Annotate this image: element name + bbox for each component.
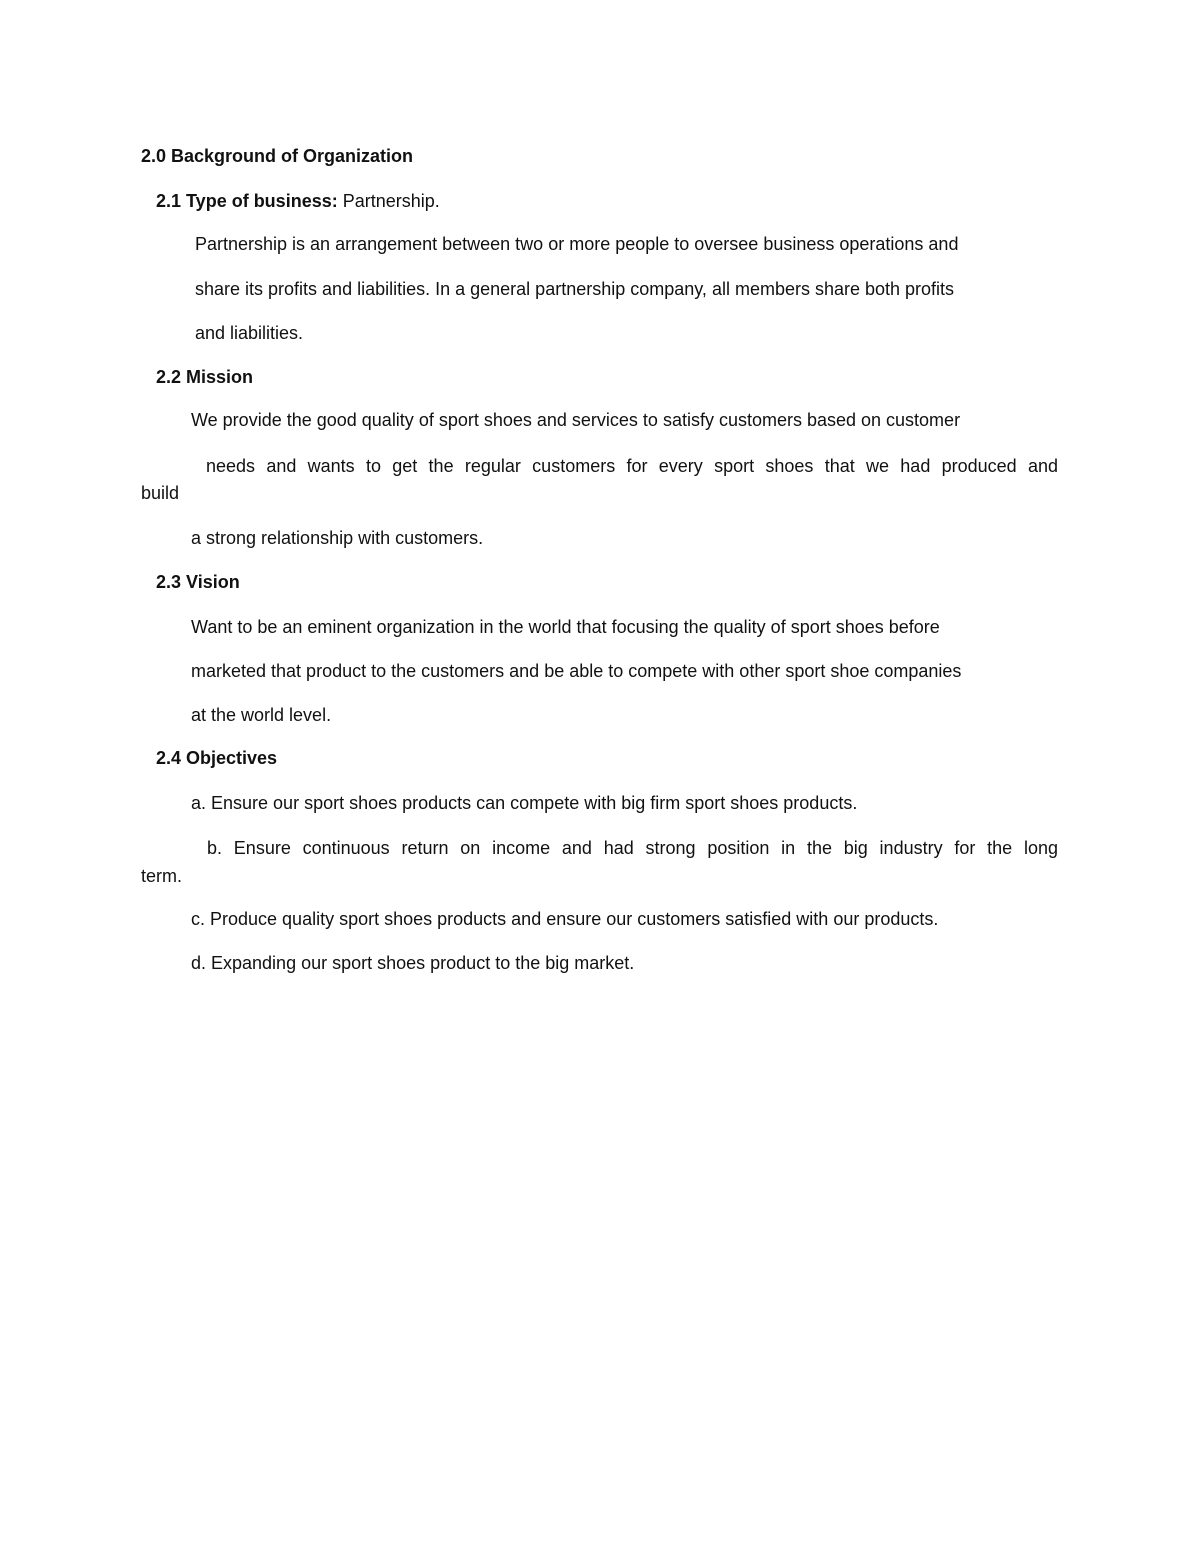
vision-text-line-2: marketed that product to the customers and be able to compete with other sport shoe companies [191, 661, 962, 681]
mission-heading: 2.2 Mission [156, 367, 254, 387]
objective-item-d: d. Expanding our sport shoes product to the big market. [191, 953, 635, 973]
partnership-text-line-3: and liabilities. [195, 323, 304, 343]
partnership-text-line-1: Partnership is an arrangement between two or more people to oversee business operations and [195, 234, 959, 254]
partnership-text-line-2: share its profits and liabilities. In a general partnership company, all members share both profits [195, 279, 955, 299]
objective-item-b-continuation: term. [141, 866, 183, 886]
mission-text-line-1: We provide the good quality of sport shoes and services to satisfy customers based on customer [191, 410, 961, 430]
section-heading: 2.0 Background of Organization [141, 146, 414, 166]
objective-item-b: b. Ensure continuous return on income and had strong position in the big industry for the long [207, 838, 1058, 858]
type-of-business-value: Partnership. [337, 191, 440, 211]
mission-text-line-4: a strong relationship with customers. [191, 528, 484, 548]
mission-text-line-3: build [141, 483, 180, 503]
type-of-business-line [156, 190, 440, 212]
objectives-heading: 2.4 Objectives [156, 748, 278, 768]
objective-item-c: c. Produce quality sport shoes products and ensure our customers satisfied with our products. [191, 909, 939, 929]
vision-text-line-3: at the world level. [191, 705, 332, 725]
vision-text-line-1: Want to be an eminent organization in the world that focusing the quality of sport shoes before [191, 617, 940, 637]
mission-text-line-2: needs and wants to get the regular customers for every sport shoes that we had produced and [206, 456, 1058, 476]
type-of-business-label: 2.1 Type of business: [156, 191, 338, 211]
objective-item-a: a. Ensure our sport shoes products can compete with big firm sport shoes products. [191, 793, 858, 813]
vision-heading: 2.3 Vision [156, 572, 240, 592]
